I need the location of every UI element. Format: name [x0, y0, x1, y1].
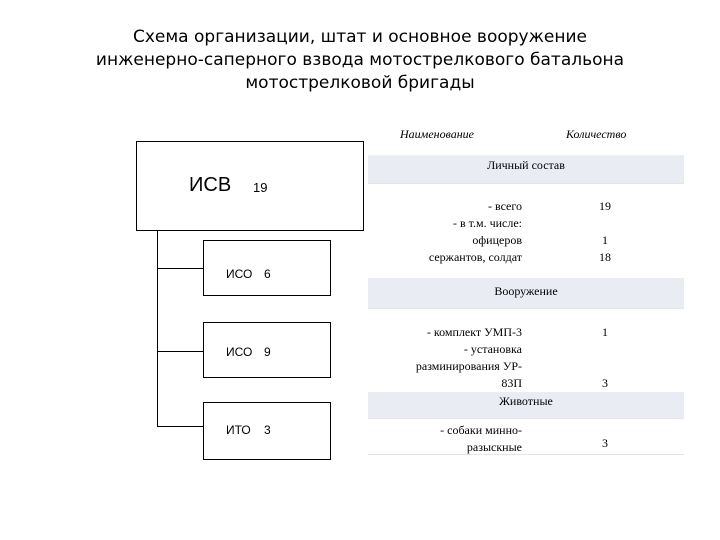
row-divider	[368, 308, 684, 309]
weapons-name: 83П	[501, 376, 522, 390]
personnel-name: - всего	[487, 199, 522, 213]
subunit-box-1	[203, 240, 331, 296]
weapons-name: - комплект УМП-3	[426, 325, 522, 339]
diagram-title	[60, 26, 660, 95]
weapons-qty: 1	[602, 325, 608, 339]
title-line-2: инженерно-саперного взвода мотострелкового батальона	[95, 50, 625, 70]
column-header-name: Наименование	[400, 127, 475, 141]
platoon-label: ИСВ	[189, 174, 232, 196]
weapons-name: - установка	[463, 342, 522, 356]
personnel-qty: 19	[599, 199, 611, 213]
platoon-box	[136, 141, 364, 231]
weapons-name: разминирования УР-	[415, 359, 522, 373]
personnel-header: Личный состав	[487, 158, 565, 172]
animals-name: разыскные	[466, 440, 522, 454]
subunit-label-1: ИСО	[226, 267, 253, 281]
subunit-label-2: ИСО	[226, 345, 253, 359]
animals-qty: 3	[602, 436, 608, 450]
title-line-3: мотострелковой бригады	[245, 73, 475, 93]
subunit-count-1: 6	[264, 267, 271, 281]
row-divider	[368, 418, 684, 419]
personnel-name: - в т.м. числе:	[452, 216, 522, 230]
subunit-count-2: 9	[264, 345, 271, 359]
personnel-name: сержантов, солдат	[428, 250, 522, 264]
title-line-1: Схема организации, штат и основное вооружение	[132, 27, 588, 47]
subunit-box-2	[203, 322, 331, 378]
column-header-quantity: Количество	[566, 127, 627, 141]
subunit-label-3: ИТО	[226, 423, 251, 437]
connector-line-1	[157, 268, 203, 269]
subunit-box-3	[203, 402, 331, 460]
personnel-qty: 18	[599, 250, 611, 264]
row-divider	[368, 454, 684, 455]
connector-line-2	[157, 351, 203, 352]
animals-header: Животные	[499, 394, 553, 408]
animals-name: - собаки минно-	[440, 423, 522, 437]
platoon-count: 19	[253, 180, 268, 195]
subunit-count-3: 3	[264, 423, 271, 437]
org-trunk-line	[157, 230, 158, 426]
weapons-qty: 3	[602, 376, 608, 390]
connector-line-3	[157, 426, 203, 427]
row-divider	[368, 183, 684, 184]
weapons-header: Вооружение	[494, 284, 558, 298]
personnel-qty: 1	[602, 233, 608, 247]
personnel-name: офицеров	[472, 233, 522, 247]
